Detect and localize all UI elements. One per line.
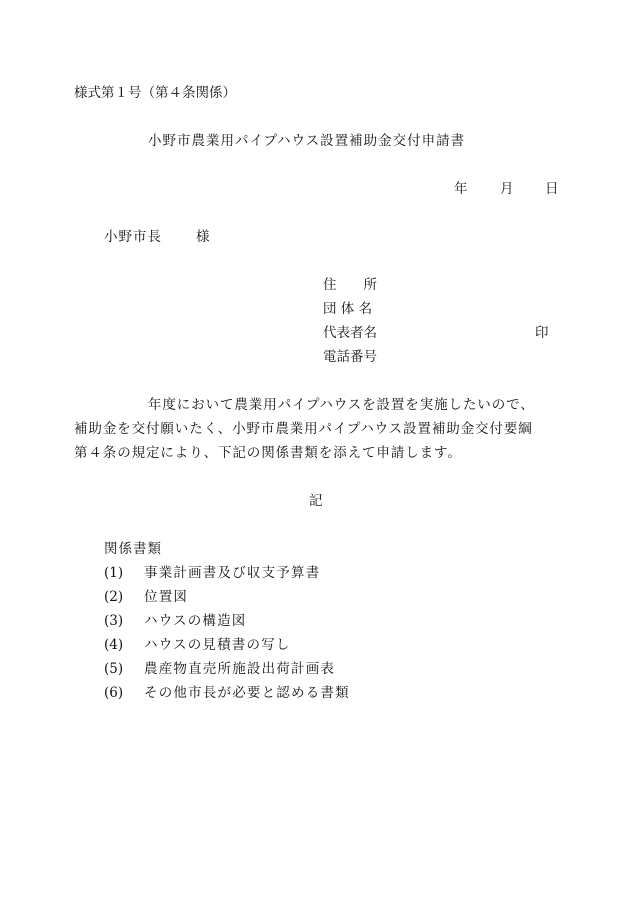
list-item-text: 位置図 (144, 589, 189, 605)
list-item (104, 591, 404, 607)
list-item (104, 639, 404, 655)
representative-label: 代表者名 (323, 325, 377, 341)
list-item (104, 663, 404, 679)
date-month-label: 月 (500, 181, 514, 197)
list-item-number: (5) (104, 661, 124, 677)
list-item-number: (4) (104, 637, 124, 653)
body-line-1: 年度において農業用パイプハウスを設置を実施したいので、 (148, 397, 535, 413)
list-item-text: ハウスの構造図 (144, 613, 247, 629)
form-number: 様式第１号（第４条関係） (74, 85, 236, 101)
addressee-name: 小野市長 (104, 229, 162, 245)
list-item-number: (3) (104, 613, 124, 629)
group-name-label: 団 体 名 (323, 301, 373, 317)
list-item-text: 事業計画書及び収支予算書 (144, 565, 321, 581)
addressee-honorific: 様 (196, 229, 210, 245)
date-day-label: 日 (545, 181, 559, 197)
related-documents-heading: 関係書類 (104, 541, 162, 557)
list-item-number: (1) (104, 565, 124, 581)
ki-marker: 記 (309, 493, 323, 509)
body-line-3: 第４条の規定により、下記の関係書類を添えて申請します。 (74, 445, 462, 461)
list-item (104, 567, 404, 583)
document-title: 小野市農業用パイプハウス設置補助金交付申請書 (148, 133, 466, 149)
list-item-text: ハウスの見積書の写し (144, 637, 291, 653)
list-item-text: 農産物直売所施設出荷計画表 (144, 661, 336, 677)
list-item-number: (6) (104, 685, 124, 701)
list-item (104, 687, 404, 703)
list-item-number: (2) (104, 589, 124, 605)
phone-label: 電話番号 (323, 349, 377, 365)
body-line-2: 補助金を交付願いたく、小野市農業用パイプハウス設置補助金交付要綱 (74, 421, 533, 437)
list-item (104, 615, 404, 631)
seal-mark: 印 (535, 325, 549, 341)
date-year-label: 年 (454, 181, 468, 197)
address-label: 住 所 (323, 277, 377, 293)
list-item-text: その他市長が必要と認める書類 (144, 685, 350, 701)
